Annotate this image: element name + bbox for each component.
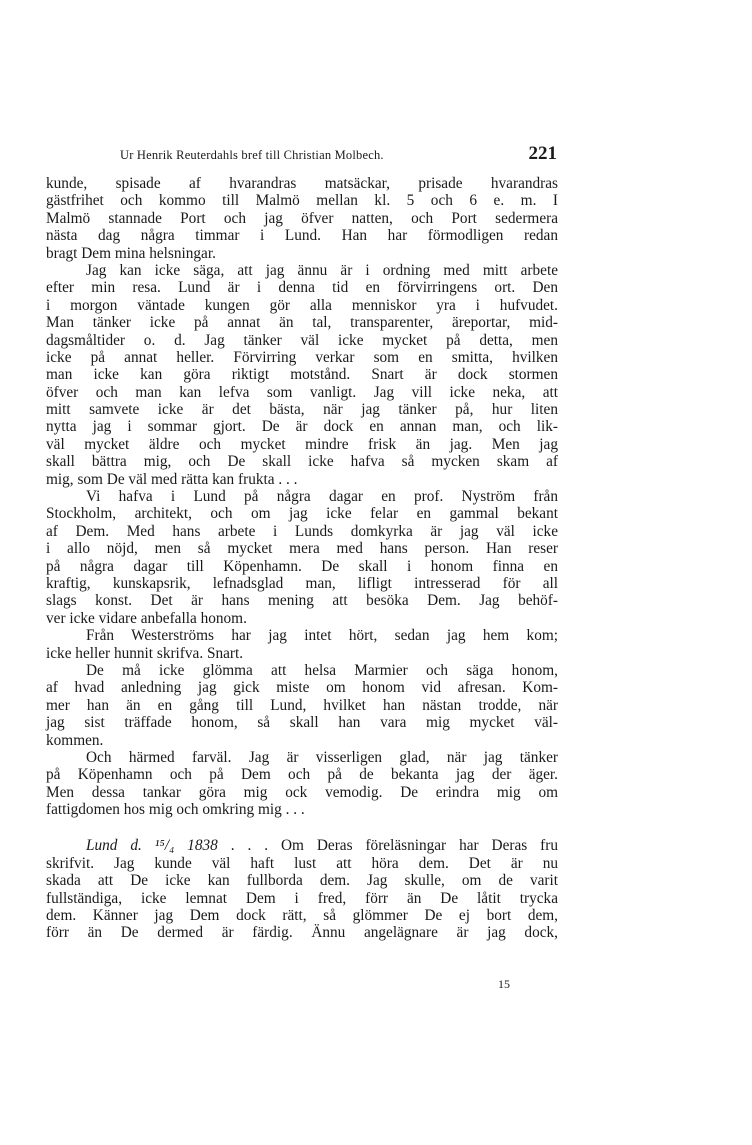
- text-line: kunde, spisade af hvarandras matsäckar, prisade hvarandras: [46, 175, 558, 192]
- text-line: jag sist träffade honom, så skall han vara mig mycket väl-: [46, 714, 558, 732]
- text-line: bragt Dem mina helsningar.: [46, 244, 216, 262]
- text-line: i allo nöjd, men så mycket mera med hans person. Han reser: [46, 540, 558, 558]
- text-line: på Köpenhamn och på Dem och på de bekanta jag der äger.: [46, 766, 558, 784]
- paragraph-6: [46, 749, 558, 819]
- paragraph-5: [46, 662, 558, 749]
- text-line: skada att De icke kan fullborda dem. Jag skulle, om de varit: [46, 872, 558, 890]
- text-line: kraftig, kunskapsrik, lefnadsglad man, lifligt intresserad för all: [46, 574, 558, 592]
- text-line: dagsmåltider o. d. Jag tänker väl icke mycket på detta, men: [46, 331, 558, 349]
- text-line: slags konst. Det är hans mening att besöka Dem. Jag behöf-: [46, 592, 558, 610]
- text-line: nytta jag i sommar gjort. De är dock en annan man, och lik-: [46, 418, 558, 436]
- paragraph-4: [46, 627, 558, 662]
- text-line: icke heller hunnit skrifva. Snart.: [46, 644, 244, 662]
- text-line: af hvad anledning jag gick miste om honom vid afresan. Kom-: [46, 679, 558, 697]
- text-line: skall bättra mig, och De skall icke hafva så mycken skam af: [46, 453, 558, 471]
- body-text: [46, 175, 558, 942]
- text-line: Vi hafva i Lund på några dagar en prof. Nyström från: [86, 488, 558, 506]
- paragraph-3: [46, 488, 558, 627]
- text-line: öfver och man kan lefva som vanligt. Jag vill icke neka, att: [46, 383, 558, 401]
- text-line: man icke kan göra riktigt motstånd. Snart är dock stormen: [46, 366, 558, 384]
- text-line: kommen.: [46, 731, 104, 749]
- text-line: icke på annat heller. Förvirring verkar som en smitta, hvilken: [46, 348, 558, 366]
- text-line: fullständiga, icke lemnat Dem i fred, förr än De låtit trycka: [46, 889, 558, 907]
- paragraph-1: [46, 175, 558, 262]
- text-line: De må icke glömma att helsa Marmier och säga honom,: [86, 661, 558, 679]
- text-line: Jag kan icke säga, att jag ännu är i ordning med mitt arbete: [86, 261, 558, 279]
- text-line: skrifvit. Jag kunde väl haft lust att höra dem. Det är nu: [46, 854, 558, 872]
- text-line: Man tänker icke på annat än tal, transparenter, äreportar, mid-: [46, 314, 558, 332]
- text-line: dem. Känner jag Dem dock rätt, så glömmer De ej bort dem,: [46, 907, 558, 925]
- text-line: fattigdomen hos mig och omkring mig . . .: [46, 801, 305, 819]
- text-line: Från Westerströms har jag intet hört, sedan jag hem kom;: [86, 627, 558, 645]
- section-gap: [46, 818, 558, 837]
- text-line: väl mycket äldre och mycket mindre frisk än jag. Men jag: [46, 435, 558, 453]
- letter-2: [46, 837, 558, 941]
- text-line: af Dem. Med hans arbete i Lunds domkyrka är jag väl icke: [46, 522, 558, 540]
- running-header: [120, 143, 557, 165]
- letter-opening-text: . . . Om Deras föreläsningar har Deras fru: [230, 837, 558, 855]
- text-line: förr än De dermed är färdig. Ännu angelägnare är jag dock,: [46, 924, 558, 942]
- paragraph-2: [46, 262, 558, 488]
- text-line: på några dagar till Köpenhamn. De skall i honom finna en: [46, 557, 558, 575]
- text-line: mitt samvete icke är det bästa, när jag tänker på, hur liten: [46, 401, 558, 419]
- text-line: gästfrihet och kommo till Malmö mellan kl. 5 och 6 e. m. I: [46, 192, 558, 210]
- text-line: i morgon väntade kungen gör alla menniskor yra i hufvudet.: [46, 296, 558, 314]
- text-line: Och härmed farväl. Jag är visserligen glad, när jag tänker: [86, 748, 558, 766]
- text-line: mig, som De väl med rätta kan frukta . . .: [46, 470, 298, 488]
- text-line: mer han än en gång till Lund, hvilket han nästan trodde, när: [46, 696, 558, 714]
- letter-first-line: [46, 837, 558, 854]
- text-line: Malmö stannade Port och jag öfver natten, och Port sedermera: [46, 209, 558, 227]
- page-number: 221: [528, 143, 557, 164]
- text-line: efter min resa. Lund är i denna tid en förvirringens ort. Den: [46, 279, 558, 297]
- text-line: Men dessa tankar göra mig ock vemodig. De erindra mig om: [46, 783, 558, 801]
- signature-mark: 15: [498, 977, 510, 991]
- letter-dateline: Lund d. ¹⁵/₄ 1838: [86, 837, 218, 855]
- text-line: ver icke vidare anbefalla honom.: [46, 609, 247, 627]
- running-title: Ur Henrik Reuterdahls bref till Christian Molbech.: [120, 148, 384, 162]
- text-line: nästa dag några timmar i Lund. Han har förmodligen redan: [46, 227, 558, 245]
- text-line: Stockholm, architekt, och om jag icke felar en gammal bekant: [46, 505, 558, 523]
